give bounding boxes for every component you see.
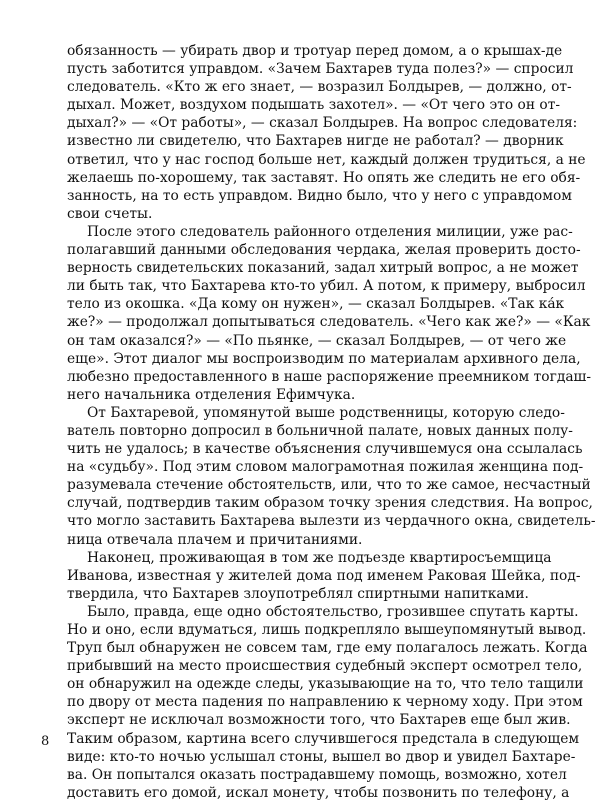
text-line: чить не удалось; в качестве объяснения случившемуся она ссылалась [67, 441, 583, 458]
paragraph-1 [67, 42, 586, 223]
text-line: известно ли свидетелю, что Бахтарев нигде не работал? — дворник [67, 133, 564, 150]
text-line: верность свидетельских показаний, задал хитрый вопрос, а не может [67, 260, 579, 277]
text-line: еще». Этот диалог мы воспроизводим по материалам архивного дела, [67, 350, 581, 367]
text-line: Но и оно, если вдуматься, лишь подкрепляло вышеупомянутый вывод. [67, 622, 587, 638]
text-line: он там оказался?» — «По пьянке, — сказал Болдырев, — от чего же [67, 332, 567, 349]
text-line: по двору от места падения по направлению к черному ходу. При этом [67, 694, 583, 711]
text-line: него начальника отделения Ефимчука. [67, 386, 356, 403]
text-line: Труп был обнаружен не совсем там, где ему полагалось лежать. Когда [67, 640, 588, 657]
text-line: обязанность — убирать двор и тротуар перед домом, а о крышах-де [67, 43, 563, 59]
text-line: Иванова, известная у жителей дома под именем Раковая Шейка, под- [67, 567, 581, 584]
text-line: любезно предоставленного в наше распоряжение преемником тогдаш- [67, 368, 592, 385]
text-line: эксперт не исключал возможности того, что Бахтарев еще был жив. [67, 712, 571, 729]
text-line: твердила, что Бахтарев злоупотреблял спиртными напитками. [67, 585, 529, 602]
text-line: же?» — продолжал допытываться следователь. «Чего как же?» — «Как [67, 314, 591, 331]
text-line: дыхал. Может, воздухом подышать захотел». — «От чего это он от- [67, 97, 561, 114]
text-line: доставить его домой, искал монету, чтобы позвонить по телефону, а [67, 784, 570, 801]
text-line: свои счеты. [67, 205, 153, 222]
text-line: прибывший на место происшествия судебный эксперт осмотрел тело, [67, 658, 583, 675]
text-line: пусть заботится управдом. «Зачем Бахтарев туда полез?» — спросил [67, 61, 574, 78]
paragraph-4 [67, 549, 581, 603]
text-line: случай, подтвердив таким образом точку зрения следствия. На вопрос, [67, 495, 593, 512]
page-body [67, 42, 596, 801]
paragraph-3 [67, 404, 596, 549]
text-line: дыхал?» — «От работы», — сказал Болдырев. На вопрос следователя: [67, 115, 578, 132]
text-line: разумевала стечение обстоятельств, или, что то же самое, несчастный [67, 477, 591, 494]
text-line: занность, на то есть управдом. Видно было, что у него с управдомом [67, 187, 572, 204]
text-line: ответил, что у нас господ больше нет, каждый должен трудиться, а не [67, 151, 586, 168]
paragraph-5 [67, 603, 588, 802]
text-line: ватель повторно допросил в больничной палате, новых данных полу- [67, 422, 573, 439]
text-line: Таким образом, картина всего случившегося предстала в следующем [67, 730, 580, 747]
text-line: От Бахтаревой, упомянутой выше родственницы, которую следо- [87, 404, 565, 421]
text-line: виде: кто-то ночью услышал стоны, вышел во двор и увидел Бахтаре- [67, 748, 576, 765]
text-line: После этого следователь районного отделения милиции, уже рас- [87, 223, 573, 240]
paragraph-2 [67, 223, 592, 404]
text-line: что могло заставить Бахтарева вылезти из чердачного окна, свидетель- [67, 513, 596, 530]
text-line: он обнаружил на одежде следы, указывающие на то, что тело тащили [67, 676, 584, 693]
text-line: полагавший данными обследования чердака, желая проверить досто- [67, 242, 581, 259]
text-line: ница отвечала плачем и причитаниями. [67, 531, 363, 548]
text-line: ли быть так, что Бахтарева кто-то убил. А потом, к примеру, выбросил [67, 278, 586, 295]
page-number: 8 [41, 734, 50, 749]
text-line: ва. Он попытался оказать пострадавшему помощь, возможно, хотел [67, 766, 567, 783]
text-line: Было, правда, еще одно обстоятельство, грозившее спутать карты. [87, 603, 579, 620]
text-line: желаешь по-хорошему, так заставят. Но опять же следить не его обя- [67, 169, 581, 186]
text-line: тело из окошка. «Да кому он нужен», — сказал Болдырев. «Так ка́к [67, 296, 565, 313]
text-line: Наконец, проживающая в том же подъезде квартиросъемщица [87, 549, 552, 566]
text-line: на «судьбу». Под этим словом малограмотная пожилая женщина под- [67, 459, 584, 476]
text-line: следователь. «Кто ж его знает, — возразил Болдырев, — должно, от- [67, 79, 572, 96]
